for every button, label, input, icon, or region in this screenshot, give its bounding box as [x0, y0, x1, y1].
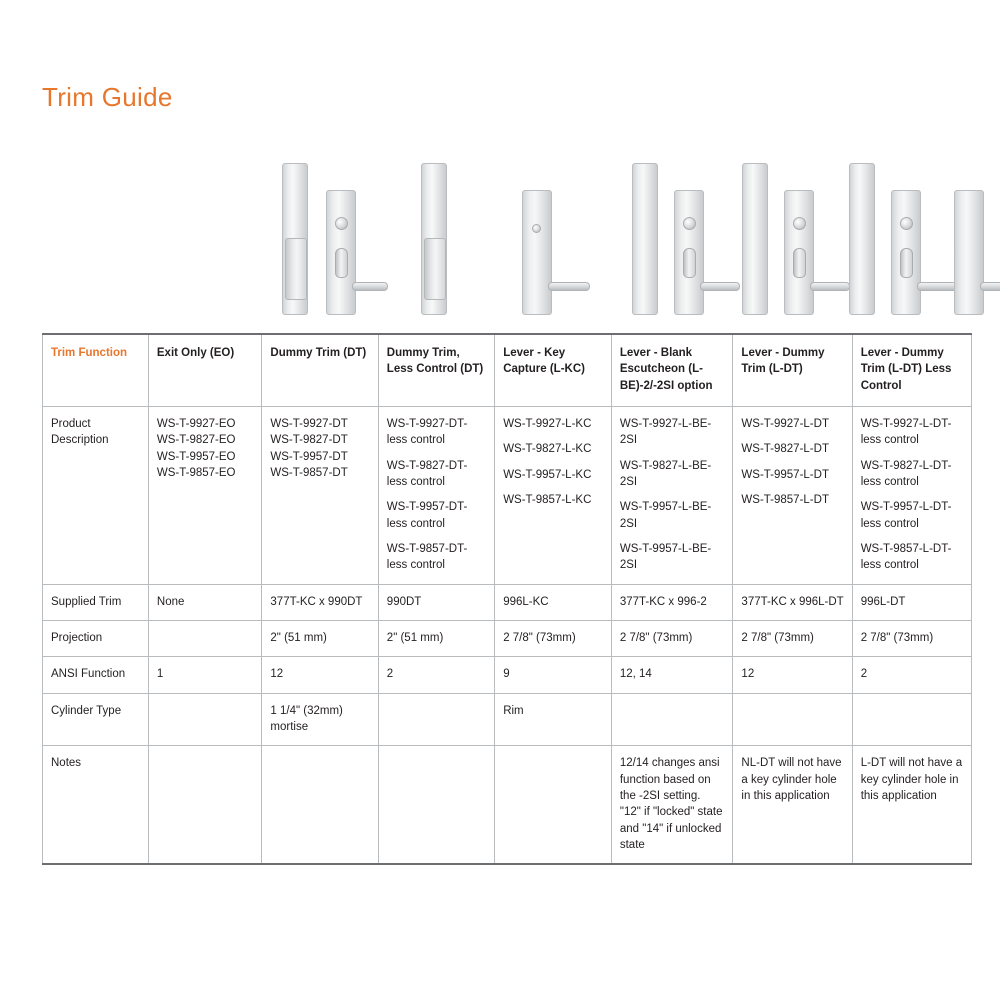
figure-lever-key-capture: [628, 155, 724, 315]
trim-plate: [282, 163, 308, 315]
table-row: [43, 746, 972, 864]
column-header-dummy-trim: Dummy Trim (DT): [262, 334, 378, 406]
cell-line: WS-T-9957-L-BE-2SI: [619, 501, 712, 530]
table-body: [43, 406, 972, 864]
cell-supplied-trim-lever-dummy-trim-less-control: 996L-DT: [852, 584, 971, 620]
trim-plate: [421, 163, 447, 315]
cell-line: WS-T-9957-L-BE-2SI: [619, 542, 712, 572]
cell-ansi-dummy-trim: 12: [262, 657, 378, 693]
cell-line: WS-T-9827-L-KC: [503, 443, 592, 456]
cell-notes-lever-key-capture: [495, 746, 612, 864]
trim-plate: [632, 163, 658, 315]
column-header-dummy-trim-less-control: Dummy Trim, Less Control (DT): [378, 334, 494, 406]
figure-dummy-trim-less-control: [518, 155, 594, 315]
cell-line: WS-T-9927-L-DT: [741, 417, 829, 430]
cell-line: WS-T-9857-L-DT: [741, 493, 829, 506]
column-header-trim-function: Trim Function: [43, 334, 149, 406]
cell-line: WS-T-9857-DT: [270, 466, 348, 479]
figure-lever-dummy-trim-less-control: [950, 155, 1000, 315]
cell-ansi-lever-key-capture: 9: [495, 657, 612, 693]
cell-product-description-lever-blank-escutcheon: [611, 406, 733, 584]
table-row: [43, 584, 972, 620]
cell-cylinder-lever-dummy-trim-less-control: [852, 693, 971, 746]
cell-projection-lever-key-capture: 2 7/8" (73mm): [495, 620, 612, 656]
row-label-supplied-trim: Supplied Trim: [43, 584, 149, 620]
lever-handle: [810, 282, 850, 291]
figure-exit-only-trim: [278, 155, 368, 315]
cell-projection-dummy-trim: 2" (51 mm): [262, 620, 378, 656]
cell-line: WS-T-9927-L-KC: [503, 417, 592, 430]
cell-cylinder-lever-dummy-trim: [733, 693, 852, 746]
cell-projection-dummy-trim-less-control: 2" (51 mm): [378, 620, 494, 656]
table-row: [43, 620, 972, 656]
cylinder-hole-icon: [683, 217, 696, 230]
cell-product-description-dummy-trim-less-control: [378, 406, 494, 584]
cell-line: WS-T-9827-DT: [270, 434, 348, 447]
trim-pad: [424, 238, 446, 300]
figure-lever-dummy-trim: [845, 155, 941, 315]
page-title: Trim Guide: [42, 82, 173, 112]
cell-line: WS-T-9957-L-DT-less control: [860, 501, 952, 530]
cell-product-description-lever-key-capture: [495, 406, 612, 584]
cylinder-hole-icon: [793, 217, 806, 230]
cell-notes-dummy-trim: [262, 746, 378, 864]
table-row: [43, 657, 972, 693]
table-row: [43, 693, 972, 746]
cell-line: WS-T-9927-DT-less control: [386, 417, 468, 447]
cell-projection-lever-dummy-trim-less-control: 2 7/8" (73mm): [852, 620, 971, 656]
trim-plate: [849, 163, 875, 315]
cell-line: WS-T-9857-DT-less control: [386, 542, 468, 572]
cell-line: WS-T-9827-EO: [156, 434, 236, 447]
cell-supplied-trim-lever-blank-escutcheon: 377T-KC x 996-2: [611, 584, 733, 620]
cell-notes-exit-only: [148, 746, 262, 864]
cylinder-hole-icon: [532, 224, 541, 233]
cell-line: WS-T-9857-EO: [156, 466, 236, 479]
trim-guide-table: [42, 333, 972, 865]
cell-line: WS-T-9827-L-DT: [741, 443, 829, 456]
cell-supplied-trim-lever-key-capture: 996L-KC: [495, 584, 612, 620]
row-label-cylinder-type: Cylinder Type: [43, 693, 149, 746]
cell-line: WS-T-9957-EO: [156, 450, 236, 463]
trim-illustration-strip: [260, 140, 980, 315]
trim-escutcheon: [784, 190, 814, 315]
row-label-notes: Notes: [43, 746, 149, 864]
trim-plate: [522, 190, 552, 315]
cell-line: WS-T-9927-DT: [270, 417, 348, 430]
trim-pad: [285, 238, 307, 300]
cell-product-description-dummy-trim: [262, 406, 378, 584]
cell-cylinder-exit-only: [148, 693, 262, 746]
cell-line: WS-T-9927-EO: [156, 417, 236, 430]
cell-projection-exit-only: [148, 620, 262, 656]
cell-notes-dummy-trim-less-control: [378, 746, 494, 864]
cell-supplied-trim-lever-dummy-trim: 377T-KC x 996L-DT: [733, 584, 852, 620]
lever-handle: [700, 282, 740, 291]
trim-plate: [742, 163, 768, 315]
cell-cylinder-dummy-trim: 1 1/4" (32mm) mortise: [262, 693, 378, 746]
column-header-lever-blank-escutcheon: Lever - Blank Escutcheon (L-BE)-2/-2SI option: [611, 334, 733, 406]
cell-line: WS-T-9927-L-BE-2SI: [619, 417, 712, 447]
cell-ansi-lever-dummy-trim: 12: [733, 657, 852, 693]
cell-projection-lever-dummy-trim: 2 7/8" (73mm): [733, 620, 852, 656]
lever-handle: [352, 282, 388, 291]
row-label-ansi-function: ANSI Function: [43, 657, 149, 693]
cell-line: WS-T-9827-L-DT-less control: [860, 459, 952, 488]
thumbturn-icon: [793, 248, 806, 278]
cell-product-description-exit-only: [148, 406, 262, 584]
column-header-lever-dummy-trim-less-control: Lever - Dummy Trim (L-DT) Less Control: [852, 334, 971, 406]
cell-ansi-dummy-trim-less-control: 2: [378, 657, 494, 693]
figure-dummy-trim: [415, 155, 461, 315]
cell-line: WS-T-9957-L-KC: [503, 468, 592, 481]
cylinder-hole-icon: [335, 217, 348, 230]
row-label-projection: Projection: [43, 620, 149, 656]
row-label-product-description: Product Description: [43, 406, 149, 584]
thumbturn-icon: [335, 248, 348, 278]
cylinder-hole-icon: [900, 217, 913, 230]
thumbturn-icon: [900, 248, 913, 278]
cell-ansi-exit-only: 1: [148, 657, 262, 693]
lever-handle: [548, 282, 590, 291]
table-header-row: [43, 334, 972, 406]
trim-escutcheon: [326, 190, 356, 315]
cell-line: WS-T-9827-DT-less control: [386, 459, 468, 488]
cell-notes-lever-blank-escutcheon: 12/14 changes ansi function based on the -2SI setting. "12" if "locked" state and "14" if unlocked state: [611, 746, 733, 864]
trim-escutcheon: [674, 190, 704, 315]
cell-line: WS-T-9927-L-DT-less control: [860, 417, 952, 447]
cell-ansi-lever-dummy-trim-less-control: 2: [852, 657, 971, 693]
cell-projection-lever-blank-escutcheon: 2 7/8" (73mm): [611, 620, 733, 656]
cell-line: WS-T-9957-L-DT: [741, 468, 829, 481]
cell-cylinder-lever-blank-escutcheon: [611, 693, 733, 746]
cell-product-description-lever-dummy-trim-less-control: [852, 406, 971, 584]
cell-line: WS-T-9957-DT-less control: [386, 501, 468, 530]
cell-notes-lever-dummy-trim-less-control: L-DT will not have a key cylinder hole in this application: [852, 746, 971, 864]
cell-notes-lever-dummy-trim: NL-DT will not have a key cylinder hole in this application: [733, 746, 852, 864]
cell-ansi-lever-blank-escutcheon: 12, 14: [611, 657, 733, 693]
column-header-lever-dummy-trim: Lever - Dummy Trim (L-DT): [733, 334, 852, 406]
table-row: [43, 406, 972, 584]
figure-lever-blank-escutcheon: [738, 155, 834, 315]
column-header-exit-only: Exit Only (EO): [148, 334, 262, 406]
cell-cylinder-dummy-trim-less-control: [378, 693, 494, 746]
trim-plate: [954, 190, 984, 315]
thumbturn-icon: [683, 248, 696, 278]
cell-line: WS-T-9827-L-BE-2SI: [619, 459, 712, 488]
cell-supplied-trim-exit-only: None: [148, 584, 262, 620]
cell-supplied-trim-dummy-trim-less-control: 990DT: [378, 584, 494, 620]
cell-supplied-trim-dummy-trim: 377T-KC x 990DT: [262, 584, 378, 620]
cell-product-description-lever-dummy-trim: [733, 406, 852, 584]
cell-line: WS-T-9857-L-KC: [503, 493, 592, 506]
cell-line: WS-T-9957-DT: [270, 450, 348, 463]
lever-handle: [980, 282, 1000, 291]
trim-escutcheon: [891, 190, 921, 315]
column-header-lever-key-capture: Lever - Key Capture (L-KC): [495, 334, 612, 406]
cell-line: WS-T-9857-L-DT-less control: [860, 542, 952, 572]
cell-cylinder-lever-key-capture: Rim: [495, 693, 612, 746]
